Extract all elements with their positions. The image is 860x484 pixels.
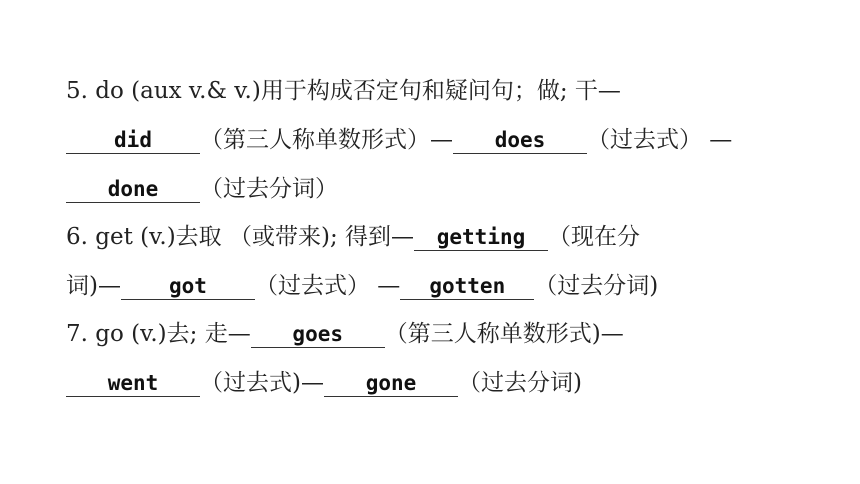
label-present-participle: （现在分 bbox=[548, 224, 641, 250]
answer-blank bbox=[121, 273, 255, 300]
answer-blank bbox=[251, 321, 385, 348]
label-third-person: （第三人称单数形式)— bbox=[384, 321, 624, 347]
item-7-line-1 bbox=[66, 319, 624, 349]
answer-goes: goes bbox=[292, 322, 343, 346]
answer-gotten: gotten bbox=[429, 274, 506, 298]
item-6-continuation: 词)— bbox=[66, 273, 121, 299]
answer-blank bbox=[66, 176, 200, 203]
answer-went: went bbox=[107, 371, 159, 395]
item-6-line-2 bbox=[66, 271, 658, 301]
answer-blank bbox=[324, 370, 458, 397]
answer-blank bbox=[453, 127, 587, 154]
answer-blank bbox=[400, 273, 534, 300]
item-6-stem: 6. get (v.)去取 （或带来); 得到— bbox=[66, 224, 415, 250]
label-third-person: （第三人称单数形式）— bbox=[200, 127, 453, 153]
item-5-stem: 5. do (aux v.& v.)用于构成否定句和疑问句；做; 干— bbox=[66, 78, 621, 104]
label-past-tense: （过去式） — bbox=[587, 127, 733, 153]
answer-gone: gone bbox=[365, 371, 417, 395]
answer-did: did bbox=[114, 128, 152, 152]
answer-done: done bbox=[107, 177, 159, 201]
label-past-tense: （过去式)— bbox=[200, 370, 324, 396]
label-past-participle: （过去分词) bbox=[457, 370, 582, 396]
answer-blank bbox=[414, 224, 548, 251]
answer-blank bbox=[66, 127, 200, 154]
label-past-participle: （过去分词) bbox=[534, 273, 659, 299]
item-5-line-2 bbox=[66, 125, 732, 155]
answer-does: does bbox=[494, 128, 546, 152]
item-6-line-1 bbox=[66, 222, 640, 252]
item-5-line-1 bbox=[66, 76, 621, 106]
label-past-participle: （过去分词） bbox=[200, 176, 338, 202]
label-past-tense: （过去式） — bbox=[254, 273, 401, 299]
item-7-stem: 7. go (v.)去; 走— bbox=[66, 321, 251, 347]
item-7-line-2 bbox=[66, 368, 582, 398]
answer-blank bbox=[66, 370, 200, 397]
item-5-line-3 bbox=[66, 174, 338, 204]
answer-got: got bbox=[169, 274, 207, 298]
answer-getting: getting bbox=[436, 225, 526, 249]
